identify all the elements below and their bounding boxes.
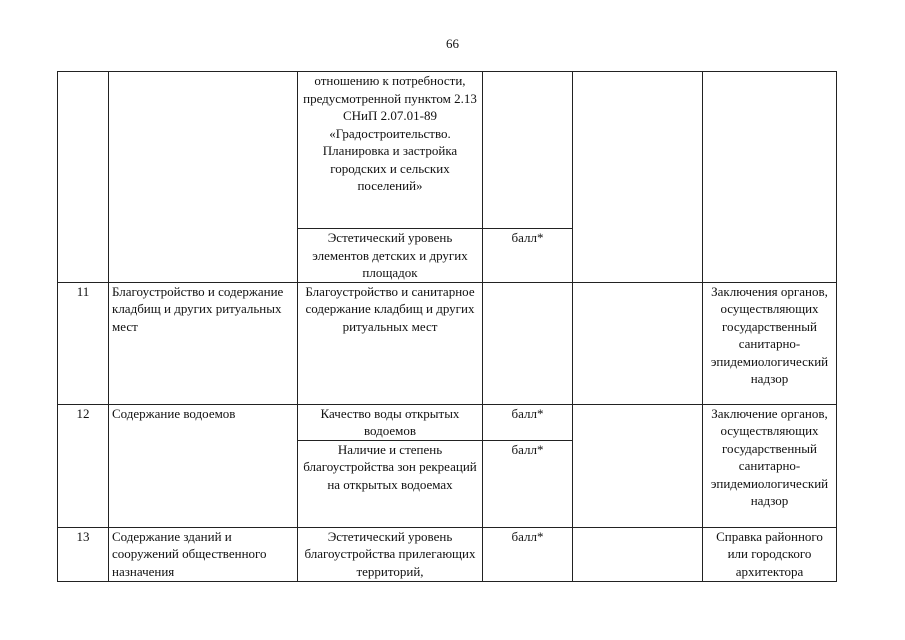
table-row (58, 404, 837, 440)
criterion: Эстетический уровень элементов детских и других площадок (298, 229, 483, 283)
criterion: Благоустройство и санитарное содержание кладбищ и других ритуальных мест (298, 282, 483, 404)
value (573, 282, 703, 404)
indicator-name (109, 72, 298, 283)
unit: балл* (483, 229, 573, 283)
indicator-name: Благоустройство и содержание кладбищ и других ритуальных мест (109, 282, 298, 404)
value (573, 527, 703, 581)
criterion: Наличие и степень благоустройства зон рекреаций на открытых водоемах (298, 440, 483, 527)
criterion: отношению к потребности, предусмотренной пунктом 2.13 СНиП 2.07.01-89 «Градостроительство. Планировка и застройка городских и сельских поселений» (298, 72, 483, 229)
unit: балл* (483, 527, 573, 581)
indicator-name: Содержание водоемов (109, 404, 298, 527)
indicators-table (57, 71, 837, 582)
table-row (58, 72, 837, 229)
page-number: 66 (446, 36, 459, 51)
unit: балл* (483, 404, 573, 440)
criterion: Качество воды открытых водоемов (298, 404, 483, 440)
row-number (58, 72, 109, 283)
source: Заключения органов, осуществляющих государственный санитарно-эпидемиологический надзор (703, 282, 837, 404)
unit (483, 282, 573, 404)
source (703, 72, 837, 283)
source: Заключение органов, осуществляющих государственный санитарно-эпидемиологический надзор (703, 404, 837, 527)
table-row (58, 282, 837, 404)
source: Справка районного или городского архитектора (703, 527, 837, 581)
row-number: 13 (58, 527, 109, 581)
unit (483, 72, 573, 229)
criterion: Эстетический уровень благоустройства прилегающих территорий, (298, 527, 483, 581)
indicator-name: Содержание зданий и сооружений общественного назначения (109, 527, 298, 581)
table-row (58, 527, 837, 581)
value (573, 404, 703, 527)
row-number: 11 (58, 282, 109, 404)
value (573, 72, 703, 283)
row-number: 12 (58, 404, 109, 527)
unit: балл* (483, 440, 573, 527)
